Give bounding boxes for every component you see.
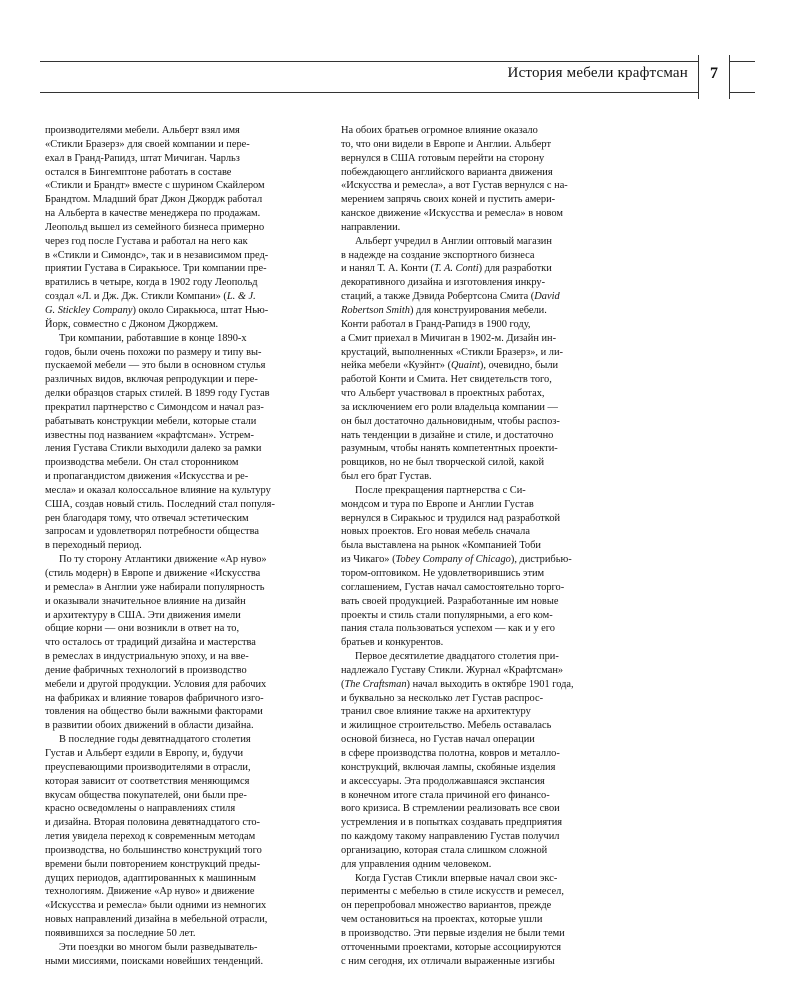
- text-line: Густав и Альберт ездили в Европу, и, будучи: [45, 747, 244, 759]
- text-line: нать тенденции в дизайне и стиле, и достаточно: [341, 429, 554, 441]
- text-line: прекратил партнерство с Симондсом и начал раз-: [45, 401, 264, 413]
- text-line: мебели и другой продукции. Условия для рабочих: [45, 678, 267, 690]
- text-line: Первое десятилетие двадцатого столетия при-: [355, 651, 559, 663]
- text-line: и буквально за несколько лет Густав распрос-: [341, 692, 544, 704]
- text-line: и оказывали значительное влияние на дизайн: [45, 595, 246, 607]
- text-line: Йорк, совместно с Джоном Джорджем.: [45, 318, 219, 330]
- text-line: США, создав новый стиль. Последний стал популя-: [45, 498, 275, 510]
- text-line: годов, были очень похожи по размеру и типу вы-: [45, 346, 262, 358]
- text-line: различных видов, включая репродукции и пере-: [45, 374, 258, 386]
- text-line: была выставлена на рынок «Компанией Тоби: [341, 540, 541, 552]
- text-line: вернулся в Сиракьюс и трудился над разработкой: [341, 512, 561, 524]
- text-line: остался в Бингемптоне работать в составе: [45, 166, 232, 178]
- text-line: дение фабричных технологий в производство: [45, 664, 247, 676]
- text-line: новых проектов. Его новая мебель сначала: [341, 526, 530, 538]
- text-line: известны под названием «крафтсман». Устрем-: [45, 429, 254, 441]
- text-line: (стиль модерн) в Европе и движение «Искусства: [45, 568, 261, 579]
- running-header-title: История мебели крафтсман: [507, 65, 688, 81]
- text-line: ными миссиями, поисками новейших тенденций.: [45, 955, 264, 967]
- text-line: в развитии обоих движений в области дизайна.: [45, 720, 254, 732]
- text-line: то, что они видели в Европе и Англии. Альберт: [341, 138, 552, 150]
- text-line: вкусам общества покупателей, они были пре-: [45, 789, 247, 801]
- text-line: соглашением, Густав начал самостоятельно торго-: [341, 581, 565, 593]
- text-line: По ту сторону Атлантики движение «Ар нуво»: [59, 554, 267, 566]
- text-line: на фабриках и влияние товаров фабричного изго-: [45, 692, 264, 704]
- text-line: После прекращения партнерства с Си-: [355, 484, 526, 496]
- text-line: а Смит приехал в Мичиган в 1902-м. Дизайн ин-: [341, 332, 557, 344]
- text-line: На обоих братьев огромное влияние оказало: [341, 125, 538, 136]
- text-line: новых направлений дизайна в мебельной отрасли,: [45, 914, 268, 926]
- text-line: рабатывать конструкции мебели, которые стали: [45, 415, 257, 427]
- text-line: мерением запрячь своих коней и пустить амери-: [341, 194, 556, 206]
- text-line: вать своей продукцией. Разработанные им новые: [341, 595, 559, 607]
- text-line: транил свое влияние также на архитектуру: [341, 706, 531, 718]
- text-line: ровщиков, но не был творческой силой, какой: [341, 457, 545, 469]
- text-line: мондсом и тура по Европе и Англии Густав: [341, 498, 534, 510]
- text-line: за исключением его роли владельца компании —: [341, 401, 558, 413]
- text-line: Альберт учредил в Англии оптовый магазин: [355, 235, 552, 247]
- text-line: работой Конти и Смита. Нет свидетельств того,: [341, 374, 552, 386]
- text-line: Три компании, работавшие в конце 1890-х: [59, 332, 247, 344]
- text-line: общие корни — они возникли в ответ на то,: [45, 623, 240, 635]
- text-line: Конти работал в Гранд-Рапидз в 1900 году,: [341, 318, 531, 330]
- page-number-box: [698, 55, 730, 99]
- text-line: Когда Густав Стикли впервые начал свои экс-: [355, 872, 558, 884]
- text-line: «Стикли Бразерз» для своей компании и пере-: [45, 138, 250, 150]
- text-column-right: [341, 124, 603, 968]
- text-line: что осталось от традиций дизайна и мастерства: [45, 637, 256, 649]
- text-line: и архитектуру в США. Эти движения имели: [45, 609, 241, 621]
- text-line: и аксессуары. Эта продолжавшаяся экспансия: [341, 775, 545, 787]
- text-line: и жилищное строительство. Мебель оставалась: [341, 720, 552, 732]
- text-line: «Искусства и ремесла» были одними из немногих: [45, 900, 267, 912]
- text-line: и ремесла» в Англии уже набирали популярность: [45, 581, 265, 593]
- text-line: в «Стикли и Симондс», так и в независимом пред-: [45, 249, 269, 261]
- text-line: на Альберта в качестве менеджера по продажам.: [45, 208, 261, 220]
- header-top-rule: [40, 61, 755, 62]
- text-line: которая зависит от соответствия меняющимся: [45, 775, 250, 787]
- text-line: декоративного дизайна и изготовления инкру-: [341, 277, 546, 289]
- text-line: производства, но большинство конструкций того: [45, 844, 262, 856]
- text-line: пания стала пользоваться успехом — как и у его: [341, 623, 555, 635]
- text-line: производства мебели. Он стал сторонником: [45, 457, 239, 469]
- text-line: производителями мебели. Альберт взял имя: [45, 125, 240, 136]
- text-line: «Искусства и ремесла», а вот Густав вернулся с на-: [341, 180, 568, 192]
- text-line: надлежало Густаву Стикли. Журнал «Крафтсман»: [341, 664, 564, 676]
- text-line: в сфере производства полотна, ковров и металло-: [341, 747, 560, 759]
- text-line: был его брат Густав.: [341, 471, 432, 483]
- text-line: Леопольд вышел из семейного бизнеса примерно: [45, 221, 265, 233]
- text-line: летия увидела переход к современным методам: [45, 831, 256, 843]
- text-line: времени были повторением конструкций преды-: [45, 858, 261, 870]
- page-number: 7: [710, 65, 718, 82]
- text-line: направлении.: [341, 221, 401, 233]
- text-line: технологиям. Движение «Ар нуво» и движение: [45, 886, 255, 898]
- text-line: для управления одним человеком.: [341, 858, 492, 870]
- text-line: с ним сегодня, их отличали выраженные изгибы: [341, 955, 555, 967]
- text-line: дущих периодов, адаптированных к машинным: [45, 872, 256, 884]
- text-line: и дизайна. Вторая половина девятнадцатого сто-: [45, 817, 261, 829]
- text-line: G. Stickley Company) около Сиракьюса, штат Нью-: [45, 304, 269, 316]
- text-line: тором-оптовиком. Не удовлетворившись этим: [341, 568, 545, 579]
- text-line: в переходный период.: [45, 540, 142, 552]
- text-line: чем остановиться на проектах, которые ушли: [341, 914, 543, 926]
- text-line: Robertson Smith) для конструирования мебели.: [341, 304, 547, 316]
- text-column-left: [45, 124, 307, 968]
- text-line: и пропагандистом движения «Искусства и ре-: [45, 471, 249, 483]
- text-line: вого кризиса. В стремлении реализовать все свои: [341, 803, 560, 815]
- text-line: и нанял Т. А. Конти (T. A. Conti) для разработки: [341, 263, 552, 275]
- text-line: В последние годы девятнадцатого столетия: [59, 734, 251, 746]
- text-line: конструкций, включая лампы, скобяные изделия: [341, 761, 556, 773]
- text-line: в надежде на создание экспортного бизнеса: [341, 249, 535, 261]
- text-line: Эти поездки во многом были разведыватель-: [59, 941, 258, 953]
- text-line: по каждому такому направлению Густав получил: [341, 831, 560, 843]
- text-line: (The Craftsman) начал выходить в октябре 1901 года,: [341, 678, 574, 690]
- running-header: [0, 55, 800, 99]
- text-line: приятии Густава в Сиракьюсе. Три компании пре-: [45, 263, 267, 275]
- text-line: разумным, чтобы нанять компетентных проекти-: [341, 443, 558, 455]
- text-line: побеждающего английского варианта движения: [341, 166, 553, 178]
- text-line: запросам и удовлетворял потребности общества: [45, 526, 259, 538]
- text-line: нейка мебели «Куэйнт» (Quaint), очевидно, были: [341, 360, 559, 372]
- text-line: пускаемой мебели — это были в основном стулья: [45, 360, 266, 372]
- text-line: он был достаточно дальновидным, чтобы распоз-: [341, 415, 560, 427]
- text-line: вернулся в США готовым перейти на сторону: [341, 152, 545, 164]
- text-line: перименты с мебелью в стиле искусств и ремесел,: [341, 886, 564, 898]
- text-line: рен благодаря тому, что отвечал эстетическим: [45, 512, 249, 524]
- text-line: через год после Густава и работал на него как: [45, 235, 248, 247]
- text-line: отточенными проектами, которые ассоциируются: [341, 941, 562, 953]
- text-line: создал «Л. и Дж. Дж. Стикли Компани» (L. & J.: [45, 291, 256, 303]
- text-line: устремления и в попытках создавать предприятия: [341, 817, 563, 829]
- text-line: ехал в Гранд-Рапидз, штат Мичиган. Чарльз: [45, 152, 240, 164]
- text-line: крустаций, выполненных «Стикли Бразерз», и ли-: [341, 346, 563, 358]
- text-line: преуспевающими производителями в отрасли,: [45, 761, 251, 773]
- text-line: что Альберт участвовал в проектных работах,: [341, 388, 545, 400]
- text-line: «Стикли и Брандт» вместе с шурином Скайлером: [45, 180, 265, 192]
- text-line: в производство. Эти первые изделия не были теми: [341, 927, 565, 939]
- text-line: месла» и оказал колоссальное влияние на культуру: [45, 484, 271, 496]
- header-bottom-rule: [40, 92, 755, 93]
- text-line: красно осведомлены о направлениях стиля: [45, 803, 236, 815]
- text-line: проекты и стиль стали популярными, а его ком-: [341, 609, 553, 621]
- text-line: канское движение «Искусства и ремесла» в новом: [341, 208, 563, 220]
- text-line: основой бизнеса, но Густав начал операции: [341, 734, 535, 746]
- text-line: Брандтом. Младший брат Джон Джордж работал: [45, 194, 263, 206]
- text-line: товления на общество были важными факторами: [45, 706, 263, 718]
- text-line: организацию, которая стала слишком сложной: [341, 844, 548, 856]
- text-line: в ремеслах в индустриальную эпоху, и на вве-: [45, 651, 249, 663]
- text-line: делки образцов старых стилей. В 1899 году Густав: [45, 388, 270, 400]
- text-line: появившихся за последние 50 лет.: [45, 927, 196, 939]
- text-line: из Чикаго» (Tobey Company of Chicago), дистрибью-: [341, 554, 572, 566]
- text-line: в конечном итоге стала причиной его финансо-: [341, 789, 550, 801]
- text-line: стаций, а также Дэвида Робертсона Смита (David: [341, 291, 560, 303]
- text-line: ления Густава Стикли выходили далеко за рамки: [45, 443, 262, 455]
- text-line: братьев и конкурентов.: [341, 637, 444, 649]
- text-line: вратились в четыре, когда в 1902 году Леопольд: [45, 277, 258, 289]
- text-line: он перепробовал множество вариантов, прежде: [341, 900, 552, 912]
